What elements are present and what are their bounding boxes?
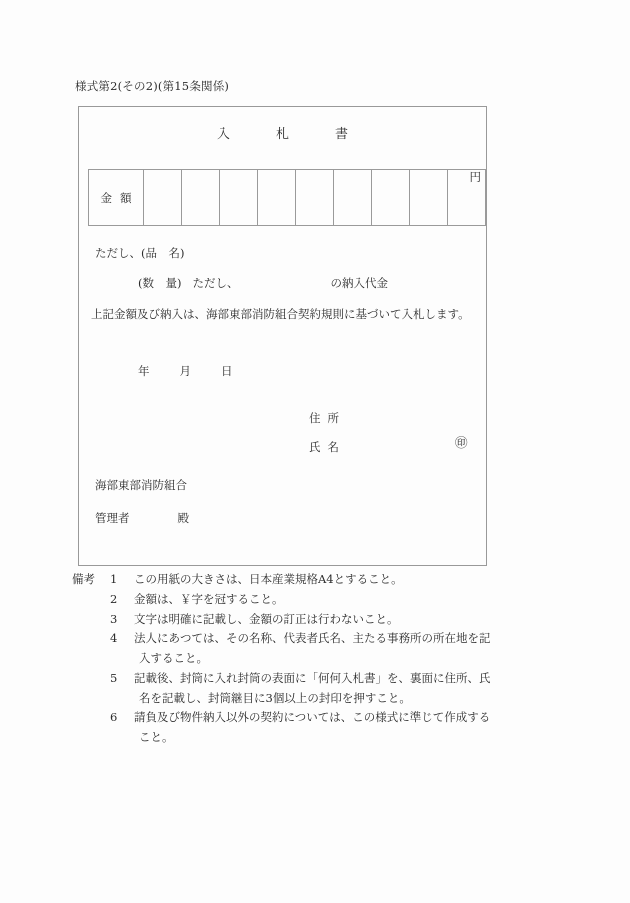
- remarks-list: [72, 570, 572, 748]
- remarks-item-number: 3: [110, 611, 118, 626]
- seal-stamp-icon: ㊞: [455, 435, 468, 450]
- remarks-item-text: この用紙の大きさは、日本産業規格A4とすること。: [134, 572, 403, 586]
- remarks-item-text-line-2: 名を記載し、封筒継目に3個以上の封印を押すこと。: [139, 690, 411, 705]
- administrator-line: [95, 510, 189, 527]
- remarks-item-text-line-1: 法人にあつては、その名称、代表者氏名、主たる事務所の所在地を記: [134, 631, 491, 646]
- organization-name: 海部東部消防組合: [95, 478, 187, 492]
- amount-digit-cell-2[interactable]: [182, 170, 220, 226]
- remarks-item: [110, 590, 572, 610]
- remarks-item: [110, 708, 572, 748]
- administrator-honorific: 殿: [177, 511, 189, 525]
- remarks-item-number: 2: [110, 591, 118, 606]
- amount-label-char-2: 額: [120, 190, 132, 205]
- amount-digit-cell-1[interactable]: [144, 170, 182, 226]
- quantity-line: [138, 275, 388, 292]
- amount-digit-cell-9-yen[interactable]: [448, 170, 486, 226]
- remarks-item: [110, 669, 572, 709]
- address-label-char-1: 住: [309, 411, 321, 425]
- remarks-item: [110, 610, 572, 630]
- address-label-char-2: 所: [327, 411, 339, 425]
- name-label-char-1: 氏: [309, 440, 321, 454]
- remarks-heading: 備考: [72, 572, 95, 586]
- remarks-item-text: [134, 669, 564, 709]
- amount-digit-cell-8[interactable]: [410, 170, 448, 226]
- amount-table: [88, 169, 486, 226]
- remarks-item-text: 文字は明確に記載し、金額の訂正は行わないこと。: [134, 611, 399, 626]
- item-name-line: ただし、(品 名): [95, 246, 185, 260]
- amount-digit-cell-6[interactable]: [334, 170, 372, 226]
- amount-digit-cell-4[interactable]: [258, 170, 296, 226]
- amount-table-row: [89, 170, 486, 226]
- title-char-3: 書: [335, 127, 349, 142]
- amount-label-char-1: 金: [100, 190, 112, 205]
- date-day-label: 日: [221, 364, 233, 378]
- amount-label-cell: [89, 170, 144, 226]
- remarks-item-text-line-1: 記載後、封筒に入れ封筒の表面に「何何入札書」を、裏面に住所、氏: [134, 670, 491, 685]
- remarks-item: [110, 570, 572, 590]
- remarks-item-number: 6: [110, 710, 118, 725]
- remarks-item-text-line-1: 請負及び物件納入以外の契約については、この様式に準じて作成する: [134, 710, 491, 725]
- address-field-label: [309, 410, 339, 427]
- remarks-item: [110, 629, 572, 669]
- bid-statement: 上記金額及び納入は、海部東部消防組合契約規則に基づいて入札します。: [91, 307, 470, 321]
- yen-unit-label: 円: [469, 170, 481, 184]
- date-line: [138, 363, 233, 380]
- quantity-tail: の納入代金: [330, 276, 388, 290]
- title-char-1: 入: [216, 127, 230, 142]
- name-label-char-2: 名: [327, 440, 339, 454]
- quantity-label: (数 量): [138, 276, 182, 290]
- remarks-item-number: 1: [110, 572, 118, 586]
- remarks-item-number: 5: [110, 670, 118, 685]
- remarks-item-number: 4: [110, 631, 118, 646]
- amount-digit-cell-3[interactable]: [220, 170, 258, 226]
- name-field-label: [309, 439, 339, 456]
- date-month-label: 月: [179, 364, 191, 378]
- remarks-item-text: [134, 629, 564, 669]
- document-title: [79, 123, 486, 142]
- administrator-role: 管理者: [95, 511, 130, 525]
- remarks-section: [72, 570, 572, 748]
- remarks-item-text: 金額は、￥字を冠すること。: [134, 591, 284, 606]
- form-number-caption: 様式第2(その2)(第15条関係): [75, 79, 230, 93]
- quantity-tadashi: ただし、: [192, 276, 239, 290]
- amount-digit-cell-7[interactable]: [372, 170, 410, 226]
- remarks-item-text: [134, 708, 564, 748]
- amount-digit-cell-5[interactable]: [296, 170, 334, 226]
- remarks-item-text-line-2: こと。: [139, 730, 174, 745]
- date-year-label: 年: [138, 364, 150, 378]
- title-char-2: 札: [275, 127, 289, 142]
- form-frame: [78, 106, 487, 566]
- remarks-item-text-line-2: 入すること。: [139, 651, 208, 666]
